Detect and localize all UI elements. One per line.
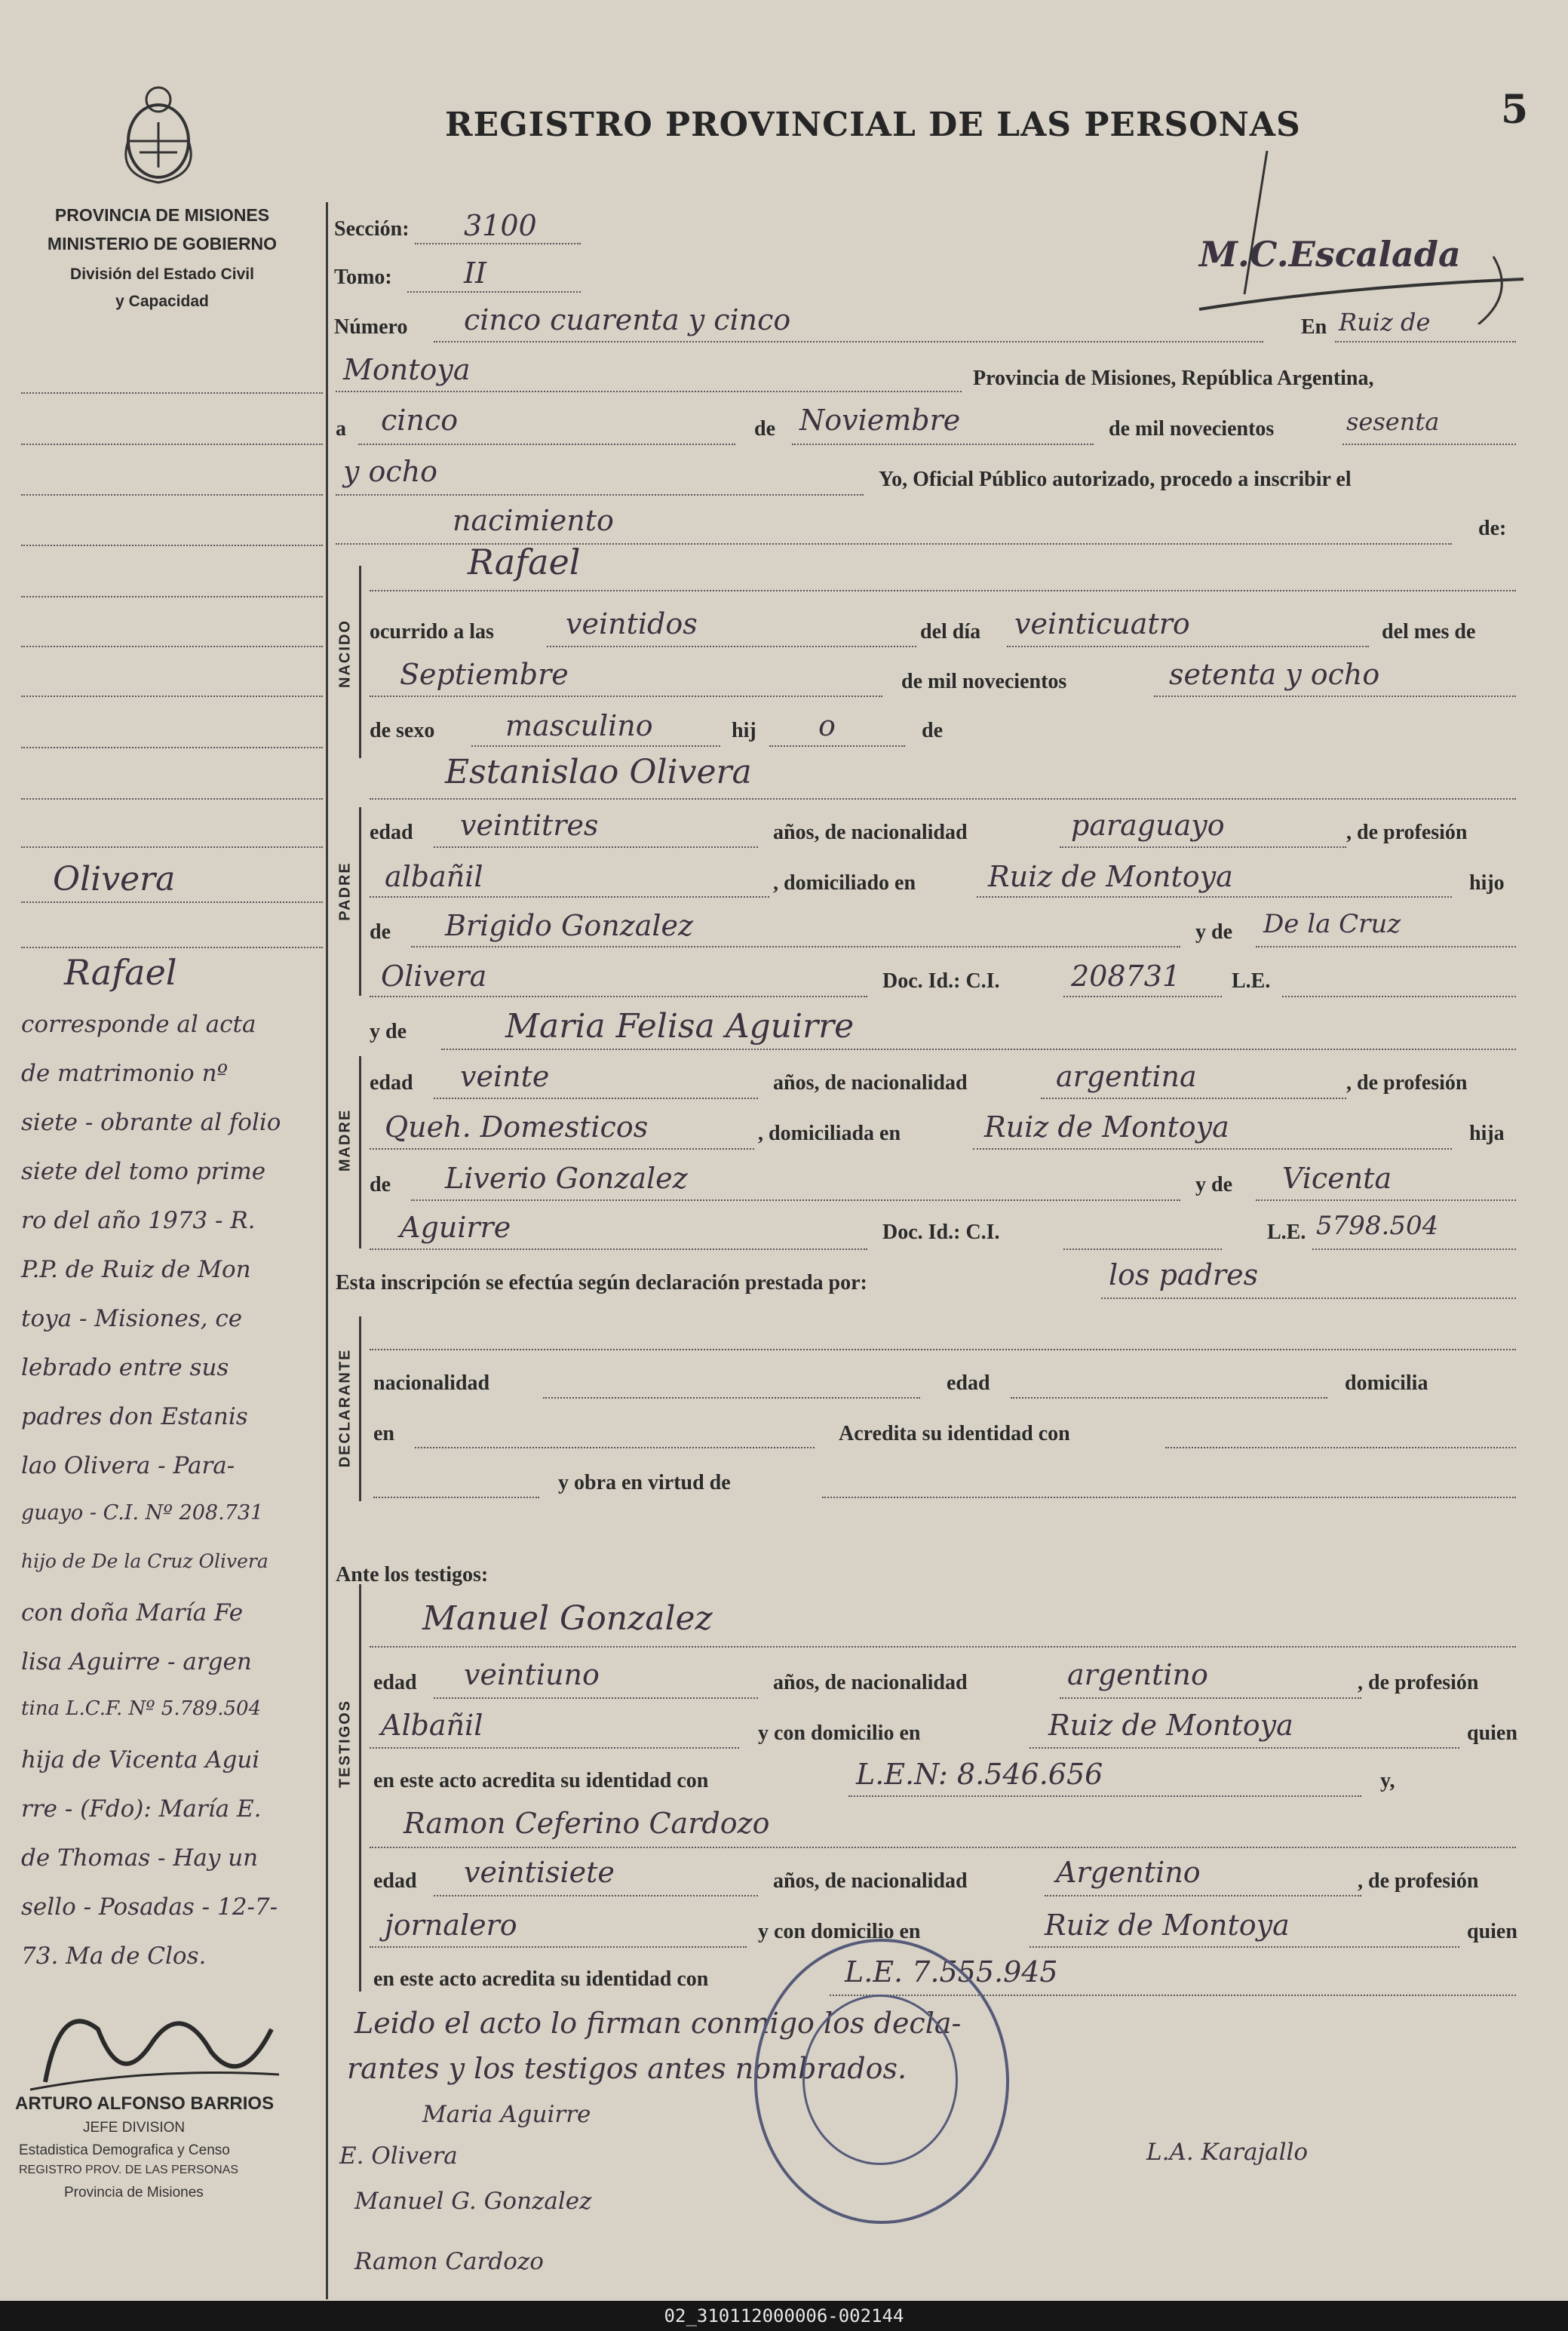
hij-label: hij <box>732 719 756 742</box>
hij-value: o <box>818 709 836 742</box>
coat-of-arms-icon <box>113 69 204 190</box>
margin-note-line: de Thomas - Hay un <box>21 1844 259 1872</box>
padre-nac-label: años, de nacionalidad <box>773 821 968 844</box>
de-label-sexo: de <box>922 719 943 742</box>
madre-madre-value-2: Aguirre <box>400 1211 511 1244</box>
dec-nacionalidad-label: nacionalidad <box>373 1371 490 1395</box>
column-divider <box>326 202 328 2299</box>
ante-testigos-label: Ante los testigos: <box>336 1563 489 1586</box>
lugar-line-2 <box>336 391 962 392</box>
division-heading: División del Estado Civil <box>70 266 254 283</box>
signature-father: E. Olivera <box>339 2142 458 2170</box>
mes-nac-value: Septiembre <box>400 658 569 691</box>
testigo2-edad-value: veintisiete <box>464 1856 615 1889</box>
dec-obra-line <box>822 1497 1516 1498</box>
seccion-line <box>415 243 581 244</box>
madre-le-line <box>1312 1248 1516 1250</box>
margin-note-line: tina L.C.F. Nº 5.789.504 <box>21 1697 262 1720</box>
madre-le-value: 5798.504 <box>1316 1211 1439 1241</box>
dec-acredita-label: Acredita su identidad con <box>839 1422 1070 1445</box>
margin-note-line: corresponde al acta <box>21 1011 256 1038</box>
a-label: a <box>336 417 346 441</box>
margin-note-line: de matrimonio nº <box>21 1060 229 1087</box>
en-label: En <box>1301 315 1327 339</box>
madre-madre-line-2 <box>370 1248 867 1250</box>
madre-prof-label: , de profesión <box>1346 1071 1468 1095</box>
padre-padre-line <box>411 946 1180 947</box>
padre-prof-line <box>370 896 769 898</box>
dec-edad-line <box>1011 1397 1327 1399</box>
padre-edad-line <box>434 846 758 848</box>
provincia-label: Provincia de Misiones, República Argentina, <box>973 367 1374 390</box>
padre-prof-label: , de profesión <box>1346 821 1468 844</box>
nombre-value: Rafael <box>468 542 581 582</box>
hora-line <box>547 646 916 647</box>
testigo1-nac-value: argentino <box>1067 1658 1208 1691</box>
madre-nac-line <box>1041 1098 1346 1099</box>
numero-line <box>434 341 1263 342</box>
margin-note-line: sello - Posadas - 12-7- <box>21 1893 278 1921</box>
testigo2-edad-label: edad <box>373 1869 417 1893</box>
anio-nac-line <box>1154 696 1516 697</box>
madre-prof-line <box>370 1148 754 1150</box>
dec-obra-label: y obra en virtud de <box>558 1471 731 1494</box>
padre-bracket <box>359 807 361 996</box>
seccion-label: Sección: <box>334 217 410 241</box>
hij-line <box>769 745 905 747</box>
testigo2-nac-value: Argentino <box>1056 1856 1201 1889</box>
testigo1-nombre-line <box>370 1646 1516 1648</box>
margin-official-role: JEFE DIVISION <box>83 2120 186 2136</box>
margin-signature-icon <box>15 1984 287 2105</box>
madre-nac-value: argentina <box>1056 1060 1197 1093</box>
testigo1-dom-line <box>1029 1747 1459 1749</box>
madre-nombre-line <box>441 1049 1516 1050</box>
margin-note-line: toya - Misiones, ce <box>21 1305 243 1332</box>
declarante-side-label: DECLARANTE <box>336 1348 354 1468</box>
padre-dom-label: , domiciliado en <box>773 871 916 895</box>
lugar-value-1: Ruiz de <box>1339 308 1431 336</box>
margin-note-line: 73. Ma de Clos. <box>21 1942 207 1970</box>
province-heading: PROVINCIA DE MISIONES <box>54 205 270 225</box>
margin-note-line: con doña María Fe <box>21 1599 244 1626</box>
padre-nombre-line <box>370 798 1516 800</box>
padre-madre-line <box>1256 946 1516 947</box>
padre-y-de-label: y de <box>1195 920 1232 944</box>
dia-value: cinco <box>381 404 459 437</box>
testigo1-dom-value: Ruiz de Montoya <box>1048 1709 1293 1742</box>
sexo-value: masculino <box>505 709 653 742</box>
page-number: 5 <box>1501 87 1529 133</box>
padre-nac-line <box>1060 846 1346 848</box>
signature-mother: Maria Aguirre <box>422 2101 591 2128</box>
padre-de-label: de <box>370 920 391 944</box>
de-label: de <box>754 417 775 441</box>
testigo1-prof-label: , de profesión <box>1358 1671 1479 1694</box>
padre-madre-line-2 <box>370 996 867 997</box>
testigo1-doc-line <box>848 1795 1361 1797</box>
padre-dom-line <box>977 896 1452 898</box>
dec-acredita-line <box>1165 1447 1516 1448</box>
margin-note-line: Rafael <box>64 952 177 993</box>
padre-edad-value: veintitres <box>460 809 599 842</box>
ocurrido-label: ocurrido a las <box>370 620 494 643</box>
ministry-heading: MINISTERIO DE GOBIERNO <box>47 234 278 253</box>
padre-le-label: L.E. <box>1232 969 1271 993</box>
padre-le-line <box>1282 996 1516 997</box>
oficial-label: Yo, Oficial Público autorizado, procedo a inscribir el <box>879 468 1352 491</box>
tomo-label: Tomo: <box>334 266 392 289</box>
testigo1-y-label: y, <box>1380 1769 1395 1792</box>
padre-hijo-label: hijo <box>1469 871 1505 895</box>
padre-madre-value-2: Olivera <box>381 960 487 993</box>
del-dia-label: del día <box>920 620 981 643</box>
madre-doc-label: Doc. Id.: C.I. <box>882 1221 1000 1244</box>
mes-nac-line <box>370 696 882 697</box>
testigo1-edad-value: veintiuno <box>464 1658 600 1691</box>
tomo-value: II <box>464 256 487 290</box>
testigo1-nombre-value: Manuel Gonzalez <box>422 1599 713 1638</box>
del-mes-label: del mes de <box>1382 620 1476 643</box>
sexo-line <box>471 745 720 747</box>
page-title: REGISTRO PROVINCIAL DE LAS PERSONAS <box>445 106 1301 144</box>
padre-side-label: PADRE <box>336 861 354 921</box>
margin-note-line: hija de Vicenta Agui <box>21 1746 260 1774</box>
dec-edad-label: edad <box>947 1371 990 1395</box>
madre-nombre-value: Maria Felisa Aguirre <box>505 1007 855 1046</box>
signature-witness-2: Ramon Cardozo <box>354 2248 544 2275</box>
testigos-bracket <box>359 1584 361 1992</box>
declarante-line <box>1101 1298 1516 1299</box>
margin-official-role: REGISTRO PROV. DE LAS PERSONAS <box>19 2164 239 2176</box>
madre-y-de-label: y de <box>370 1020 407 1043</box>
declarante-bracket <box>359 1316 361 1501</box>
padre-edad-label: edad <box>370 821 413 844</box>
dec-obra-line-pre <box>373 1497 539 1498</box>
mes-value: Noviembre <box>799 404 961 437</box>
testigo2-nac-line <box>1045 1895 1361 1896</box>
padre-dom-value: Ruiz de Montoya <box>988 860 1233 893</box>
testigo2-prof-label: , de profesión <box>1358 1869 1479 1893</box>
madre-madre-line <box>1256 1199 1516 1201</box>
image-id-footer: 02_310112000006-002144 <box>0 2301 1568 2331</box>
dec-en-label: en <box>373 1422 394 1445</box>
seal-stamp-icon <box>754 1939 1009 2224</box>
testigo1-acto-label: en este acto acredita su identidad con <box>373 1769 709 1792</box>
inscripcion-label: Esta inscripción se efectúa según declaración prestada por: <box>336 1271 867 1294</box>
madre-hija-label: hija <box>1469 1122 1505 1145</box>
margin-note-line: hijo de De la Cruz Olivera <box>21 1550 268 1572</box>
testigo2-nombre-value: Ramon Ceferino Cardozo <box>404 1807 770 1840</box>
anio-line <box>1342 444 1516 445</box>
hora-value: veintidos <box>566 607 698 640</box>
testigo1-edad-label: edad <box>373 1671 417 1694</box>
padre-nac-value: paraguayo <box>1071 809 1225 842</box>
testigo2-doc-value: L.E. 7.555.945 <box>845 1955 1058 1989</box>
signature-flourish-icon <box>1192 136 1539 324</box>
de-sexo-label: de sexo <box>370 719 435 742</box>
testigo1-edad-line <box>434 1697 758 1699</box>
madre-dom-value: Ruiz de Montoya <box>984 1110 1229 1144</box>
nacido-bracket <box>359 566 361 758</box>
testigo2-dom-line <box>1029 1946 1459 1948</box>
testigos-side-label: TESTIGOS <box>336 1699 354 1789</box>
margin-surname: Olivera <box>53 860 176 898</box>
padre-padre-value: Brigido Gonzalez <box>445 909 694 942</box>
acto-value: nacimiento <box>453 504 614 537</box>
dia-nac-value: veinticuatro <box>1014 607 1190 640</box>
declarante-value: los padres <box>1109 1258 1259 1291</box>
mil-novecientos-label: de mil novecientos <box>1109 417 1275 441</box>
margin-official-name: ARTURO ALFONSO BARRIOS <box>15 2093 275 2114</box>
testigo2-dom-label: y con domicilio en <box>758 1920 921 1943</box>
declarante-line-1 <box>370 1349 1516 1350</box>
margin-official-role: Estadistica Demografica y Censo <box>19 2142 230 2158</box>
dia-line <box>358 444 735 445</box>
numero-label: Número <box>334 315 408 339</box>
madre-ci-line <box>1063 1248 1222 1250</box>
margin-note-line: siete - obrante al folio <box>21 1109 281 1136</box>
dec-domicilia-label: domicilia <box>1345 1371 1428 1395</box>
margin-official-role: Provincia de Misiones <box>64 2185 204 2200</box>
testigo2-nombre-line <box>370 1847 1516 1848</box>
testigo1-quien-label: quien <box>1467 1721 1517 1745</box>
testigo2-dom-value: Ruiz de Montoya <box>1045 1909 1290 1942</box>
testigo1-nac-label: años, de nacionalidad <box>773 1671 968 1694</box>
dia-nac-line <box>1007 646 1369 647</box>
madre-side-label: MADRE <box>336 1108 354 1172</box>
signature-official: L.A. Karajallo <box>1146 2139 1309 2166</box>
madre-le-label: L.E. <box>1267 1221 1306 1244</box>
testigo2-nac-label: años, de nacionalidad <box>773 1869 968 1893</box>
nombre-line <box>370 590 1516 591</box>
anio-nac-value: setenta y ocho <box>1169 658 1380 691</box>
madre-dom-label: , domiciliada en <box>758 1122 901 1145</box>
closing-line-1: Leido el acto lo firman conmigo los decla- <box>354 2007 962 2040</box>
testigo2-prof-line <box>370 1946 747 1948</box>
anio-value-2: y ocho <box>343 455 438 488</box>
madre-y-de-label-2: y de <box>1195 1173 1232 1196</box>
madre-madre-value-1: Vicenta <box>1282 1162 1392 1195</box>
padre-ci-line <box>1063 996 1222 997</box>
nacido-side-label: NACIDO <box>336 619 354 688</box>
padre-doc-label: Doc. Id.: C.I. <box>882 969 1000 993</box>
testigo1-nac-line <box>1060 1697 1361 1699</box>
lugar-value-2: Montoya <box>343 353 471 386</box>
anio-line-2 <box>336 494 864 496</box>
testigo2-acto-label: en este acto acredita su identidad con <box>373 1967 709 1991</box>
madre-padre-value: Liverio Gonzalez <box>445 1162 688 1195</box>
de-mil-nov-label: de mil novecientos <box>901 670 1067 693</box>
closing-line-2: rantes y los testigos antes nombrados. <box>347 2052 907 2085</box>
madre-bracket <box>359 1056 361 1248</box>
registrar-signature: M.C.Escalada <box>1199 234 1461 275</box>
madre-padre-line <box>411 1199 1180 1201</box>
margin-note-line: ro del año 1973 - R. <box>21 1207 256 1234</box>
madre-de-label: de <box>370 1173 391 1196</box>
dec-en-line <box>415 1447 815 1448</box>
testigo1-prof-value: Albañil <box>381 1709 483 1742</box>
margin-note-line: rre - (Fdo): María E. <box>21 1795 262 1823</box>
de-colon-label: de: <box>1478 517 1507 540</box>
margin-note-line: lebrado entre sus <box>21 1354 229 1381</box>
padre-ci-value: 208731 <box>1071 960 1181 993</box>
padre-nombre-value: Estanislao Olivera <box>445 753 752 791</box>
padre-madre-value-1: De la Cruz <box>1263 909 1401 939</box>
testigo2-edad-line <box>434 1895 758 1896</box>
testigo1-doc-value: L.E.N: 8.546.656 <box>856 1758 1103 1791</box>
madre-prof-value: Queh. Domesticos <box>385 1110 649 1144</box>
testigo1-dom-label: y con domicilio en <box>758 1721 921 1745</box>
numero-value: cinco cuarenta y cinco <box>464 303 791 336</box>
margin-note-line: lisa Aguirre - argen <box>21 1648 252 1675</box>
margin-note-line: P.P. de Ruiz de Mon <box>21 1256 251 1283</box>
testigo2-prof-value: jornalero <box>385 1909 517 1942</box>
madre-dom-line <box>973 1148 1452 1150</box>
margin-note-line: lao Olivera - Para- <box>21 1452 235 1479</box>
margin-note-line: padres don Estanis <box>21 1403 248 1430</box>
mes-line <box>792 444 1094 445</box>
anio-value-1: sesenta <box>1346 407 1440 436</box>
testigo2-quien-label: quien <box>1467 1920 1517 1943</box>
signature-witness-1: Manuel G. Gonzalez <box>354 2188 592 2215</box>
margin-note-line: guayo - C.I. Nº 208.731 <box>21 1501 264 1525</box>
dec-nacionalidad-line <box>543 1397 920 1399</box>
seccion-value: 3100 <box>464 209 537 242</box>
testigo1-prof-line <box>370 1747 739 1749</box>
madre-edad-value: veinte <box>460 1060 550 1093</box>
madre-edad-label: edad <box>370 1071 413 1095</box>
madre-nac-label: años, de nacionalidad <box>773 1071 968 1095</box>
division-heading-2: y Capacidad <box>115 293 209 310</box>
tomo-line <box>407 291 581 293</box>
padre-prof-value: albañil <box>385 860 483 893</box>
madre-edad-line <box>434 1098 758 1099</box>
margin-note-line: siete del tomo prime <box>21 1158 266 1185</box>
lugar-line <box>1335 341 1516 342</box>
